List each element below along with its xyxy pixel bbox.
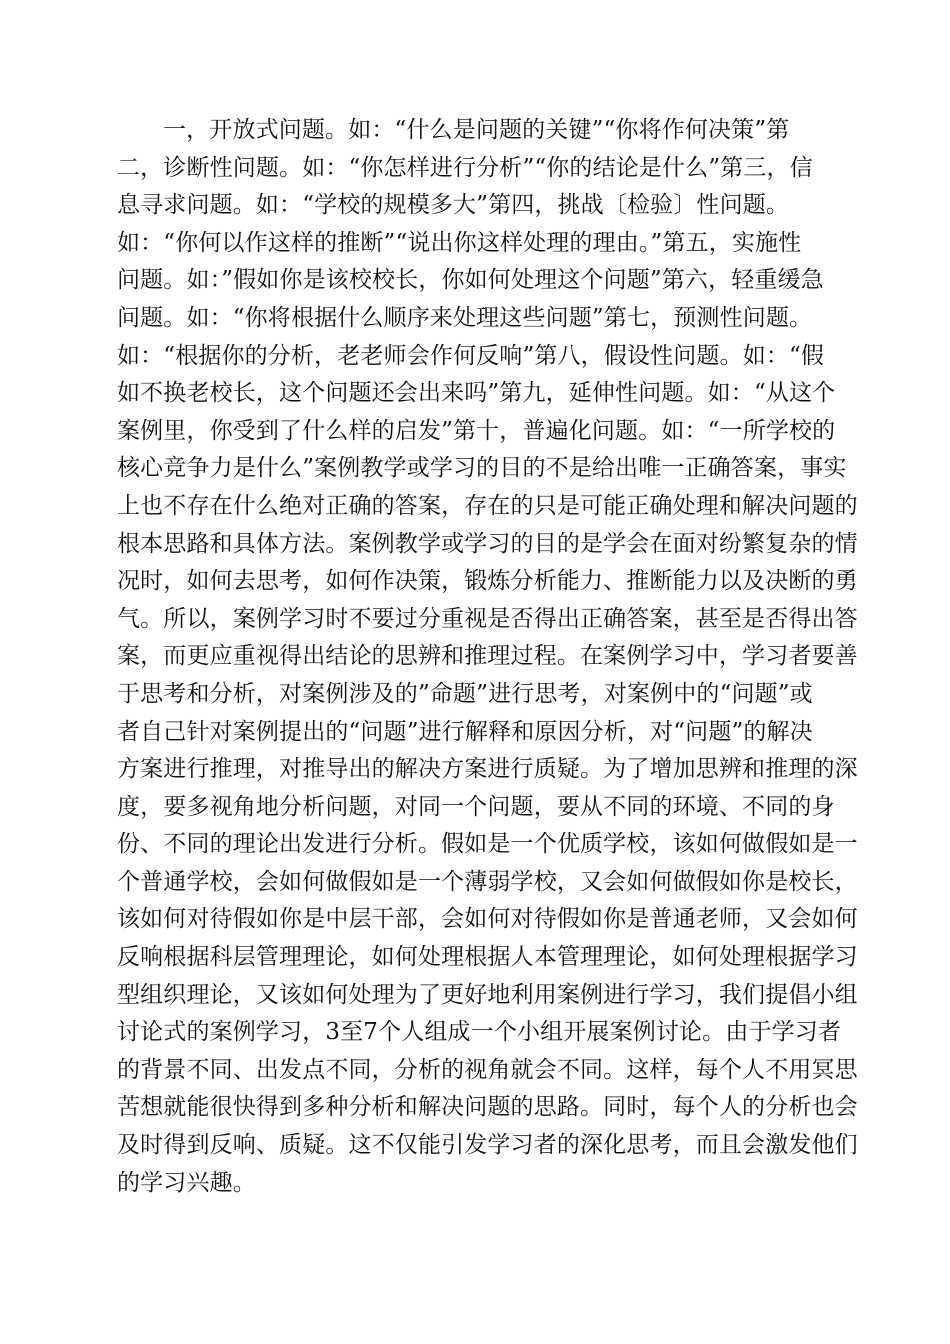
text-line-1: 一，开放式问题。如：“什么是问题的关键”“你将作何决策”第 xyxy=(163,117,790,143)
text-line-5: 问题。如：”假如你是该校校长，你如何处理这个问题”第六，轻重缓急 xyxy=(117,267,824,294)
body-paragraph xyxy=(117,112,858,1202)
text-line-3: 息寻求问题。如：“学校的规模多大”第四，挑战〔检验〕性问题。 xyxy=(117,192,790,219)
text-line-8: 如不换老校长，这个问题还会出来吗”第九，延伸性问题。如：“从这个 xyxy=(117,380,836,407)
text-line-19: 度，要多视角地分析问题，对同一个问题，要从不同的环境、不同的身 xyxy=(117,793,835,820)
text-line-24: 型组织理论，又该如何处理为了更好地利用案例进行学习，我们提倡小组 xyxy=(117,981,858,1008)
text-line-28: 及时得到反响、质疑。这不仅能引发学习者的深化思考，而且会激发他们 xyxy=(117,1132,858,1159)
text-line-21: 个普通学校，会如何做假如是一个薄弱学校，又会如何做假如你是校长， xyxy=(117,868,858,895)
text-line-4: 如：“你何以作这样的推断”“说出你这样处理的理由。”第五，实施性 xyxy=(117,229,802,256)
text-line-13: 况时，如何去思考，如何作决策，锻炼分析能力、推断能力以及决断的勇 xyxy=(117,568,858,595)
text-line-25: 讨论式的案例学习，3至7个人组成一个小组开展案例讨论。由于学习者 xyxy=(117,1019,842,1046)
text-line-10: 核心竞争力是什么”案例教学或学习的目的不是给出唯一正确答案，事实 xyxy=(117,455,847,482)
text-line-20: 份、不同的理论出发进行分析。假如是一个优质学校，该如何做假如是一 xyxy=(117,831,858,858)
text-line-18: 方案进行推理，对推导出的解决方案进行质疑。为了增加思辨和推理的深 xyxy=(117,756,858,783)
text-line-14: 气。所以，案例学习时不要过分重视是否得出正确答案，甚至是否得出答 xyxy=(117,605,858,632)
text-line-16: 于思考和分析，对案例涉及的”命题”进行思考，对案例中的“问题”或 xyxy=(117,680,813,707)
text-line-11: 上也不存在什么绝对正确的答案，存在的只是可能正确处理和解决问题的 xyxy=(117,492,858,519)
text-line-27: 苦想就能很快得到多种分析和解决问题的思路。同时，每个人的分析也会 xyxy=(117,1094,858,1121)
text-line-7: 如：“根据你的分析，老老师会作何反响”第八，假设性问题。如：“假 xyxy=(117,342,825,369)
text-line-29: 的学习兴趣。 xyxy=(117,1169,256,1196)
text-line-26: 的背景不同、出发点不同，分析的视角就会不同。这样，每个人不用冥思 xyxy=(117,1056,858,1083)
text-line-12: 根本思路和具体方法。案例教学或学习的目的是学会在面对纷繁复杂的情 xyxy=(117,530,858,557)
text-line-9: 案例里，你受到了什么样的启发”第十，普遍化问题。如：“一所学校的 xyxy=(117,417,836,444)
text-line-23: 反响根据科层管理理论，如何处理根据人本管理理论，如何处理根据学习 xyxy=(117,944,858,971)
text-line-17: 者自己针对案例提出的“问题”进行解释和原因分析，对“问题”的解决 xyxy=(117,718,813,745)
text-line-15: 案，而更应重视得出结论的思辨和推理过程。在案例学习中，学习者要善 xyxy=(117,643,858,670)
text-line-6: 问题。如：“你将根据什么顺序来处理这些问题”第七，预测性问题。 xyxy=(117,304,813,331)
text-line-22: 该如何对待假如你是中层干部，会如何对待假如你是普通老师，又会如何 xyxy=(117,906,858,933)
text-line-2: 二，诊断性问题。如：“你怎样进行分析”“你的结论是什么”第三，信 xyxy=(117,154,813,181)
